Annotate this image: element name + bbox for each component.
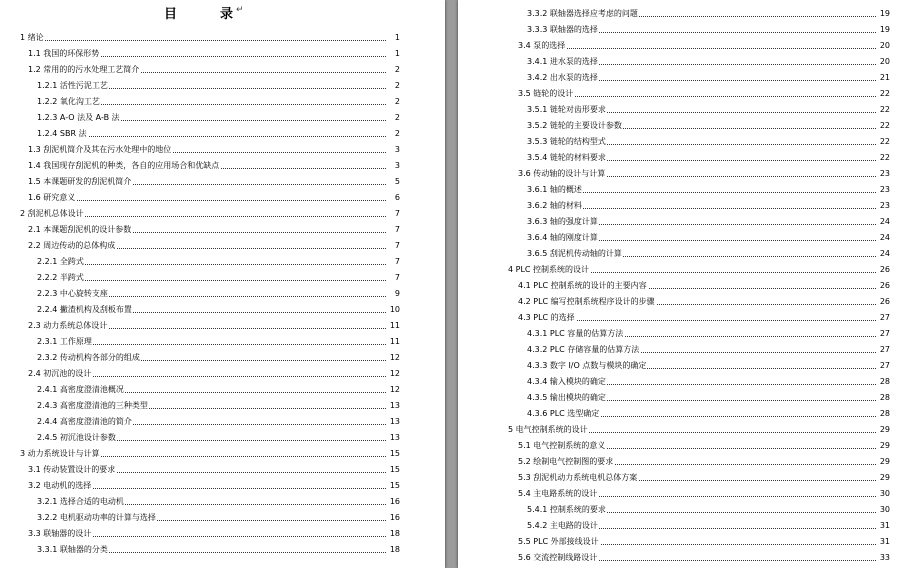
toc-entry[interactable]	[527, 391, 890, 405]
toc-entry[interactable]	[527, 199, 890, 213]
toc-entry-page-number: 5	[386, 175, 400, 189]
toc-entry[interactable]	[28, 47, 400, 61]
toc-leader-dots	[37, 136, 386, 137]
toc-entry[interactable]	[37, 271, 400, 285]
toc-entry-title: 2.4.1 高密度澄清池概况	[37, 383, 125, 397]
toc-entry-page-number: 7	[386, 207, 400, 221]
toc-entry-title: 3.5.2 链轮的主要设计参数	[527, 119, 623, 133]
toc-entry-page-number: 9	[386, 287, 400, 301]
toc-entry[interactable]	[527, 343, 890, 357]
toc-entry-title: 1.4 我国现存刮泥机的种类，各自的应用场合和优缺点	[28, 159, 220, 173]
toc-entry-page-number: 3	[386, 143, 400, 157]
toc-leader-dots	[28, 200, 386, 201]
toc-leader-dots	[37, 264, 386, 265]
toc-entry-page-number: 33	[876, 551, 890, 565]
toc-entry[interactable]	[527, 183, 890, 197]
toc-entry-page-number: 24	[876, 231, 890, 245]
toc-entry-page-number: 16	[386, 495, 400, 509]
toc-list-left	[0, 0, 445, 568]
toc-entry-title: 3.5 链轮的设计	[518, 87, 574, 101]
toc-entry-title: 3.3.3 联轴器的选择	[527, 23, 599, 37]
toc-entry[interactable]	[20, 31, 400, 45]
toc-entry[interactable]	[527, 215, 890, 229]
toc-entry-title: 3.4.1 进水泵的选择	[527, 55, 599, 69]
toc-entry-title: 3.5.3 链轮的结构型式	[527, 135, 607, 149]
toc-entry[interactable]	[28, 223, 400, 237]
toc-entry-page-number: 27	[876, 327, 890, 341]
toc-entry-title: 4.3.4 输入模块的确定	[527, 375, 607, 389]
toc-entry[interactable]	[518, 167, 890, 181]
toc-entry-title: 1.2.1 活性污泥工艺	[37, 79, 109, 93]
toc-entry[interactable]	[37, 399, 400, 413]
toc-entry-title: 1 绪论	[20, 31, 45, 45]
toc-entry-page-number: 2	[386, 127, 400, 141]
toc-entry-page-number: 22	[876, 119, 890, 133]
toc-entry[interactable]	[527, 247, 890, 261]
toc-entry[interactable]	[28, 239, 400, 253]
toc-entry[interactable]	[527, 7, 890, 21]
toc-entry-title: 5 电气控制系统的设计	[508, 423, 589, 437]
toc-entry-page-number: 13	[386, 415, 400, 429]
toc-entry-title: 2.4.5 初沉池设计参数	[37, 431, 117, 445]
toc-entry-title: 3.6 传动轴的设计与计算	[518, 167, 606, 181]
toc-heading-char-1: 目	[164, 7, 179, 22]
toc-entry-title: 2.1 本课题刮泥机的设计参数	[28, 223, 132, 237]
toc-entry-page-number: 15	[386, 479, 400, 493]
toc-entry-title: 4.3.6 PLC 选型确定	[527, 407, 600, 421]
toc-entry-page-number: 13	[386, 431, 400, 445]
toc-entry-title: 3.3.2 联轴器选择应考虑的问题	[527, 7, 639, 21]
toc-entry-title: 3.6.2 轴的材料	[527, 199, 583, 213]
toc-entry-page-number: 27	[876, 311, 890, 325]
toc-entry-page-number: 1	[386, 47, 400, 61]
toc-leader-dots	[37, 280, 386, 281]
toc-entry[interactable]	[527, 359, 890, 373]
toc-entry-title: 3.3.1 联轴器的分类	[37, 543, 109, 557]
toc-entry-title: 5.2 绘制电气控制图的要求	[518, 455, 614, 469]
toc-entry-title: 3.1 传动装置设计的要求	[28, 463, 116, 477]
toc-entry-title: 5.1 电气控制系统的意义	[518, 439, 606, 453]
toc-entry[interactable]	[527, 23, 890, 37]
toc-entry-title: 2.4.3 高密度澄清池的三种类型	[37, 399, 149, 413]
toc-entry[interactable]	[37, 543, 400, 557]
toc-entry-title: 2.2.3 中心旋转支座	[37, 287, 109, 301]
toc-entry-page-number: 19	[876, 7, 890, 21]
toc-entry-title: 4.3.2 PLC 存储容量的估算方法	[527, 343, 640, 357]
toc-entry[interactable]	[28, 319, 400, 333]
paragraph-mark: ↵	[236, 5, 245, 15]
toc-entry-page-number: 22	[876, 103, 890, 117]
toc-entry[interactable]	[527, 135, 890, 149]
toc-entry[interactable]	[508, 423, 890, 437]
toc-entry-title: 1.1 我国的环保形势	[28, 47, 100, 61]
toc-entry-page-number: 30	[876, 487, 890, 501]
document-page-right	[458, 0, 916, 568]
toc-entry[interactable]	[518, 39, 890, 53]
toc-entry[interactable]	[37, 287, 400, 301]
toc-entry[interactable]	[527, 151, 890, 165]
toc-entry-page-number: 29	[876, 455, 890, 469]
toc-entry-page-number: 21	[876, 71, 890, 85]
toc-entry-page-number: 27	[876, 343, 890, 357]
toc-entry-title: 1.2.3 A-O 法及 A-B 法	[37, 111, 121, 125]
toc-entry[interactable]	[527, 327, 890, 341]
toc-entry-page-number: 6	[386, 191, 400, 205]
toc-entry-page-number: 22	[876, 151, 890, 165]
toc-entry-title: 5.4 主电路系统的设计	[518, 487, 598, 501]
toc-leader-dots	[20, 40, 386, 41]
toc-entry-title: 2.4 初沉池的设计	[28, 367, 92, 381]
toc-entry-page-number: 7	[386, 239, 400, 253]
toc-entry-title: 3 动力系统设计与计算	[20, 447, 101, 461]
toc-entry-page-number: 13	[386, 399, 400, 413]
toc-entry-page-number: 10	[386, 303, 400, 317]
toc-entry-page-number: 18	[386, 543, 400, 557]
toc-entry-page-number: 18	[386, 527, 400, 541]
toc-entry-page-number: 24	[876, 215, 890, 229]
toc-entry[interactable]	[518, 439, 890, 453]
toc-entry-title: 4.1 PLC 控制系统的设计的主要内容	[518, 279, 648, 293]
toc-entry[interactable]	[37, 255, 400, 269]
toc-entry-title: 3.4.2 出水泵的选择	[527, 71, 599, 85]
toc-entry-title: 4.3.3 数字 I/O 点数与模块的确定	[527, 359, 647, 373]
toc-entry-title: 3.6.4 轴的刚度计算	[527, 231, 599, 245]
toc-entry[interactable]	[20, 447, 400, 461]
toc-entry[interactable]	[518, 279, 890, 293]
toc-entry[interactable]	[527, 503, 890, 517]
toc-entry-page-number: 19	[876, 23, 890, 37]
toc-entry-page-number: 2	[386, 95, 400, 109]
toc-entry[interactable]	[28, 191, 400, 205]
toc-entry-title: 4.3.1 PLC 容量的估算方法	[527, 327, 624, 341]
toc-entry[interactable]	[37, 351, 400, 365]
toc-entry[interactable]	[28, 63, 400, 77]
toc-entry-page-number: 7	[386, 223, 400, 237]
toc-entry-page-number: 2	[386, 79, 400, 93]
toc-entry[interactable]	[37, 415, 400, 429]
toc-entry[interactable]	[527, 375, 890, 389]
toc-entry[interactable]	[28, 367, 400, 381]
toc-entry-page-number: 29	[876, 471, 890, 485]
toc-entry-page-number: 15	[386, 463, 400, 477]
toc-entry[interactable]	[518, 551, 890, 565]
toc-entry-page-number: 31	[876, 535, 890, 549]
toc-entry-title: 3.5.4 链轮的材料要求	[527, 151, 607, 165]
toc-entry-page-number: 22	[876, 135, 890, 149]
toc-entry[interactable]	[37, 431, 400, 445]
toc-entry[interactable]	[527, 103, 890, 117]
toc-entry-title: 2.3.2 传动机构各部分的组成	[37, 351, 141, 365]
toc-entry[interactable]	[37, 79, 400, 93]
toc-entry-title: 3.2.1 选择合适的电动机	[37, 495, 125, 509]
toc-entry[interactable]	[37, 335, 400, 349]
toc-entry-title: 2.2 周边传动的总体构成	[28, 239, 116, 253]
toc-entry-title: 1.2.2 氧化沟工艺	[37, 95, 101, 109]
toc-entry-page-number: 12	[386, 351, 400, 365]
toc-entry[interactable]	[527, 119, 890, 133]
toc-entry-title: 4.3 PLC 的选择	[518, 311, 576, 325]
toc-entry-page-number: 20	[876, 55, 890, 69]
toc-entry-title: 2 刮泥机总体设计	[20, 207, 85, 221]
toc-entry[interactable]	[28, 463, 400, 477]
toc-heading-char-2: 录	[220, 7, 235, 22]
toc-entry-title: 2.2.4 撇渣机构及刮板布置	[37, 303, 133, 317]
toc-entry-title: 4.3.5 输出模块的确定	[527, 391, 607, 405]
toc-leader-dots	[518, 48, 876, 49]
toc-entry-title: 3.6.3 轴的强度计算	[527, 215, 599, 229]
toc-entry[interactable]	[37, 127, 400, 141]
toc-entry-page-number: 29	[876, 439, 890, 453]
toc-entry-title: 5.6 交流控制线路设计	[518, 551, 598, 565]
toc-entry-page-number: 23	[876, 167, 890, 181]
toc-entry-title: 1.2 常用的的污水处理工艺简介	[28, 63, 140, 77]
toc-entry-page-number: 12	[386, 367, 400, 381]
toc-entry[interactable]	[518, 471, 890, 485]
toc-entry[interactable]	[508, 263, 890, 277]
toc-entry-title: 3.5.1 链轮对齿形要求	[527, 103, 607, 117]
toc-entry[interactable]	[518, 311, 890, 325]
toc-entry-page-number: 12	[386, 383, 400, 397]
toc-entry-page-number: 23	[876, 183, 890, 197]
toc-entry-page-number: 20	[876, 39, 890, 53]
toc-entry-title: 2.2.1 全跨式	[37, 255, 85, 269]
toc-entry-page-number: 3	[386, 159, 400, 173]
toc-entry-title: 3.2.2 电机驱动功率的计算与选择	[37, 511, 157, 525]
toc-entry-page-number: 27	[876, 359, 890, 373]
toc-entry[interactable]	[37, 495, 400, 509]
toc-entry[interactable]	[28, 175, 400, 189]
toc-entry[interactable]	[37, 111, 400, 125]
toc-entry[interactable]	[37, 303, 400, 317]
toc-entry-page-number: 16	[386, 511, 400, 525]
toc-entry-page-number: 26	[876, 279, 890, 293]
toc-entry[interactable]	[527, 407, 890, 421]
toc-entry-page-number: 31	[876, 519, 890, 533]
toc-entry-page-number: 26	[876, 295, 890, 309]
toc-entry-title: 3.6.1 轴的概述	[527, 183, 583, 197]
toc-entry-page-number: 28	[876, 407, 890, 421]
toc-entry-page-number: 11	[386, 335, 400, 349]
toc-entry[interactable]	[527, 71, 890, 85]
toc-entry-page-number: 1	[386, 31, 400, 45]
toc-entry[interactable]	[28, 527, 400, 541]
toc-entry-title: 3.6.5 刮泥机传动轴的计算	[527, 247, 623, 261]
toc-entry[interactable]	[37, 511, 400, 525]
toc-entry-title: 5.4.2 主电路的设计	[527, 519, 599, 533]
toc-entry-title: 2.4.4 高密度澄清池的简介	[37, 415, 133, 429]
toc-entry[interactable]	[37, 95, 400, 109]
toc-entry-title: 2.2.2 半跨式	[37, 271, 85, 285]
toc-entry-page-number: 24	[876, 247, 890, 261]
toc-entry-title: 3.4 泵的选择	[518, 39, 566, 53]
toc-entry-title: 4.2 PLC 编写控制系统程序设计的步骤	[518, 295, 656, 309]
toc-entry-title: 4 PLC 控制系统的设计	[508, 263, 590, 277]
toc-entry-title: 3.2 电动机的选择	[28, 479, 92, 493]
toc-entry[interactable]	[518, 87, 890, 101]
toc-entry[interactable]	[518, 487, 890, 501]
toc-entry-title: 1.6 研究意义	[28, 191, 76, 205]
toc-entry[interactable]	[28, 143, 400, 157]
toc-entry-page-number: 28	[876, 375, 890, 389]
toc-list-right	[458, 0, 916, 568]
toc-entry[interactable]	[20, 207, 400, 221]
toc-entry[interactable]	[518, 455, 890, 469]
toc-entry[interactable]	[518, 535, 890, 549]
toc-entry-page-number: 26	[876, 263, 890, 277]
toc-entry-page-number: 22	[876, 87, 890, 101]
toc-entry-page-number: 15	[386, 447, 400, 461]
toc-entry-page-number: 7	[386, 255, 400, 269]
toc-entry-page-number: 11	[386, 319, 400, 333]
toc-entry[interactable]	[527, 231, 890, 245]
toc-entry[interactable]	[28, 159, 400, 173]
document-page-left	[0, 0, 445, 568]
toc-entry-title: 5.5 PLC 外部接线设计	[518, 535, 600, 549]
toc-entry-title: 1.2.4 SBR 法	[37, 127, 88, 141]
toc-entry[interactable]	[527, 55, 890, 69]
toc-entry-title: 3.3 联轴器的设计	[28, 527, 92, 541]
toc-entry-page-number: 23	[876, 199, 890, 213]
toc-entry-page-number: 2	[386, 63, 400, 77]
toc-entry-page-number: 30	[876, 503, 890, 517]
toc-entry[interactable]	[527, 519, 890, 533]
toc-entry[interactable]	[28, 479, 400, 493]
toc-entry-page-number: 29	[876, 423, 890, 437]
toc-entry-title: 5.4.1 控制系统的要求	[527, 503, 607, 517]
toc-entry-page-number: 28	[876, 391, 890, 405]
toc-entry-title: 1.3 刮泥机简介及其在污水处理中的地位	[28, 143, 172, 157]
toc-entry[interactable]	[37, 383, 400, 397]
toc-entry-title: 2.3.1 工作原理	[37, 335, 93, 349]
toc-entry-title: 2.3 动力系统总体设计	[28, 319, 108, 333]
toc-entry-title: 5.3 刮泥机动力系统电机总体方案	[518, 471, 638, 485]
toc-entry-page-number: 7	[386, 271, 400, 285]
toc-entry[interactable]	[518, 295, 890, 309]
toc-entry-title: 1.5 本课题研发的刮泥机简介	[28, 175, 132, 189]
toc-entry-page-number: 2	[386, 111, 400, 125]
